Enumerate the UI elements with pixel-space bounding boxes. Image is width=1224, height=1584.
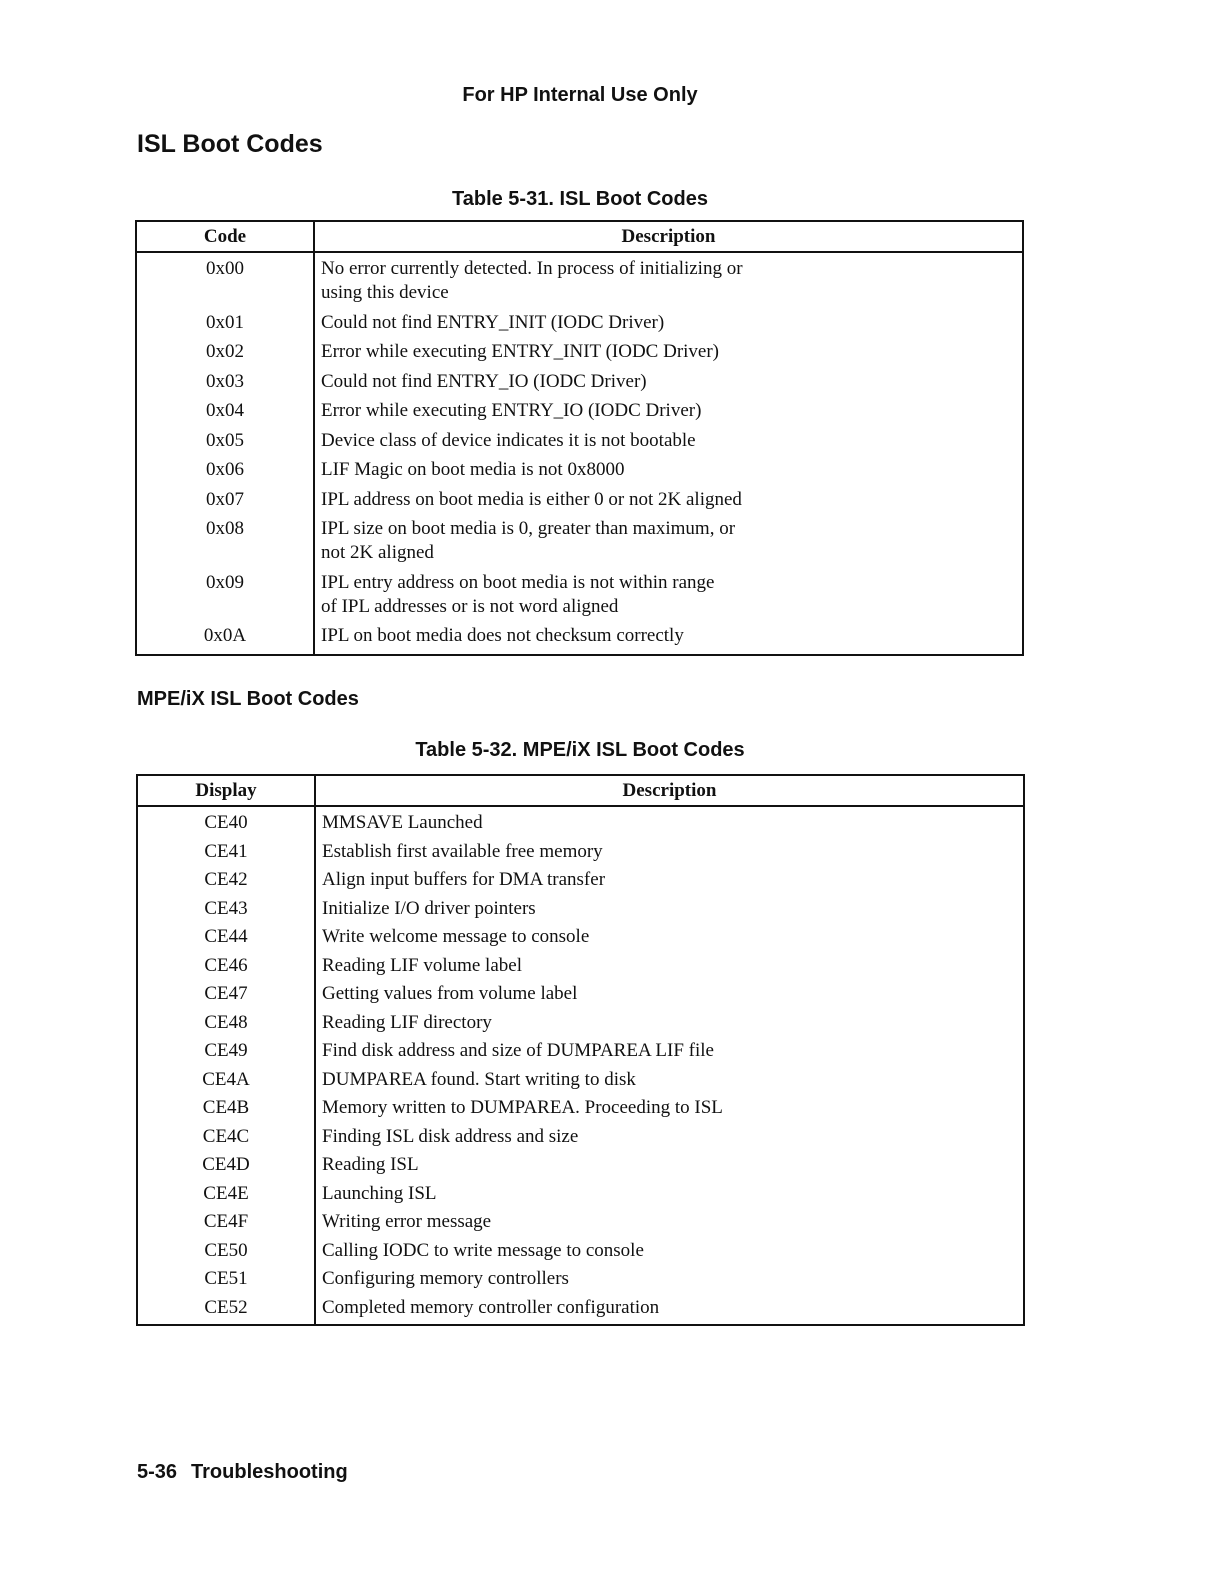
description-cell: Launching ISL — [322, 1182, 437, 1204]
code-cell: CE4B — [137, 1096, 315, 1125]
description-cell: Reading LIF directory — [322, 1011, 492, 1033]
code-cell: CE4C — [137, 1125, 315, 1154]
code-cell: CE41 — [137, 840, 315, 869]
table1-caption: Table 5-31. ISL Boot Codes — [452, 188, 708, 210]
table-row — [136, 571, 1023, 625]
mpe-isl-boot-codes-table — [136, 774, 1025, 1326]
code-cell: 0x06 — [136, 458, 314, 488]
table-row — [136, 458, 1023, 488]
table-row — [136, 488, 1023, 518]
description-cell: MMSAVE Launched — [322, 812, 483, 833]
description-cell: Memory written to DUMPAREA. Proceeding to ISL — [322, 1097, 723, 1118]
description-cell: Completed memory controller configuration — [322, 1296, 660, 1318]
column-header-description: Description — [314, 221, 1023, 252]
code-cell: 0x00 — [136, 252, 314, 311]
chapter-name: Troubleshooting — [191, 1461, 348, 1483]
code-cell: 0x03 — [136, 370, 314, 400]
description-cell: DUMPAREA found. Start writing to disk — [322, 1068, 636, 1090]
table-row — [137, 1182, 1024, 1211]
code-cell: 0x01 — [136, 311, 314, 341]
table-row — [137, 1068, 1024, 1097]
table-row — [136, 252, 1023, 311]
description-cell: Could not find ENTRY_INIT (IODC Driver) — [321, 311, 665, 333]
table-row — [137, 897, 1024, 926]
column-header-code: Code — [136, 221, 314, 252]
isl-boot-codes-table — [135, 220, 1024, 656]
table-row — [137, 840, 1024, 869]
table-row — [137, 982, 1024, 1011]
description-cell: Align input buffers for DMA transfer — [322, 869, 606, 890]
table-row — [137, 868, 1024, 897]
table-row — [137, 925, 1024, 954]
table-row — [136, 429, 1023, 459]
code-cell: 0x08 — [136, 517, 314, 571]
code-cell: 0x07 — [136, 488, 314, 518]
column-header-display: Display — [137, 775, 315, 806]
code-cell: 0x09 — [136, 571, 314, 625]
table-row — [137, 1125, 1024, 1154]
code-cell: 0x0A — [136, 624, 314, 655]
table-row — [137, 1210, 1024, 1239]
table-row — [137, 806, 1024, 840]
table-header-row — [137, 775, 1024, 806]
code-cell: CE50 — [137, 1239, 315, 1268]
code-cell: CE47 — [137, 982, 315, 1011]
table1-body — [136, 252, 1023, 655]
table-row — [137, 1296, 1024, 1326]
page-number: 5-36 — [137, 1461, 178, 1483]
description-cell: Writing error message — [322, 1211, 492, 1232]
description-cell: Finding ISL disk address and size — [322, 1125, 579, 1147]
table2-body — [137, 806, 1024, 1325]
description-cell: Initialize I/O driver pointers — [322, 897, 536, 919]
table-row — [137, 1011, 1024, 1040]
table-row — [137, 1239, 1024, 1268]
description-cell: Could not find ENTRY_IO (IODC Driver) — [321, 370, 647, 392]
code-cell: CE51 — [137, 1267, 315, 1296]
table-row — [136, 517, 1023, 571]
description-cell: Error while executing ENTRY_IO (IODC Driver) — [321, 400, 702, 421]
table-row — [137, 1153, 1024, 1182]
code-cell: CE44 — [137, 925, 315, 954]
table-row — [137, 1267, 1024, 1296]
description-cell: No error currently detected. In process of initializing or using this device — [321, 258, 743, 303]
code-cell: 0x02 — [136, 340, 314, 370]
description-cell: Configuring memory controllers — [322, 1268, 569, 1289]
description-cell: Device class of device indicates it is not bootable — [321, 429, 696, 451]
table-row — [136, 370, 1023, 400]
table-row — [136, 624, 1023, 655]
code-cell: CE4D — [137, 1153, 315, 1182]
code-cell: CE48 — [137, 1011, 315, 1040]
code-cell: CE4E — [137, 1182, 315, 1211]
table-row — [136, 340, 1023, 370]
description-cell: Reading LIF volume label — [322, 954, 522, 976]
table-header-row — [136, 221, 1023, 252]
code-cell: CE4A — [137, 1068, 315, 1097]
table-row — [137, 1096, 1024, 1125]
description-cell: Reading ISL — [322, 1154, 419, 1175]
code-cell: 0x04 — [136, 399, 314, 429]
description-cell: Error while executing ENTRY_INIT (IODC Driver) — [321, 341, 720, 362]
table2-caption: Table 5-32. MPE/iX ISL Boot Codes — [415, 739, 745, 761]
code-cell: 0x05 — [136, 429, 314, 459]
table-row — [137, 954, 1024, 983]
description-cell: Establish first available free memory — [322, 840, 603, 862]
description-cell: LIF Magic on boot media is not 0x8000 — [321, 459, 625, 480]
description-cell: Getting values from volume label — [322, 983, 578, 1004]
code-cell: CE46 — [137, 954, 315, 983]
description-cell: Find disk address and size of DUMPAREA LIF file — [322, 1040, 714, 1061]
description-cell: IPL size on boot media is 0, greater than maximum, or not 2K aligned — [321, 518, 736, 563]
description-cell: IPL address on boot media is either 0 or not 2K aligned — [321, 488, 742, 510]
page-footer — [137, 1461, 348, 1484]
table-row — [136, 399, 1023, 429]
code-cell: CE49 — [137, 1039, 315, 1068]
page-header: For HP Internal Use Only — [462, 84, 698, 106]
table-row — [137, 1039, 1024, 1068]
code-cell: CE4F — [137, 1210, 315, 1239]
column-header-description: Description — [315, 775, 1024, 806]
description-cell: Calling IODC to write message to console — [322, 1239, 644, 1261]
description-cell: Write welcome message to console — [322, 926, 590, 947]
code-cell: CE52 — [137, 1296, 315, 1326]
description-cell: IPL on boot media does not checksum correctly — [321, 625, 684, 646]
code-cell: CE42 — [137, 868, 315, 897]
description-cell: IPL entry address on boot media is not within range of IPL addresses or is not word aligned — [321, 571, 715, 617]
table-row — [136, 311, 1023, 341]
section-title: ISL Boot Codes — [137, 130, 323, 158]
code-cell: CE40 — [137, 806, 315, 840]
code-cell: CE43 — [137, 897, 315, 926]
subsection-title: MPE/iX ISL Boot Codes — [137, 688, 359, 710]
